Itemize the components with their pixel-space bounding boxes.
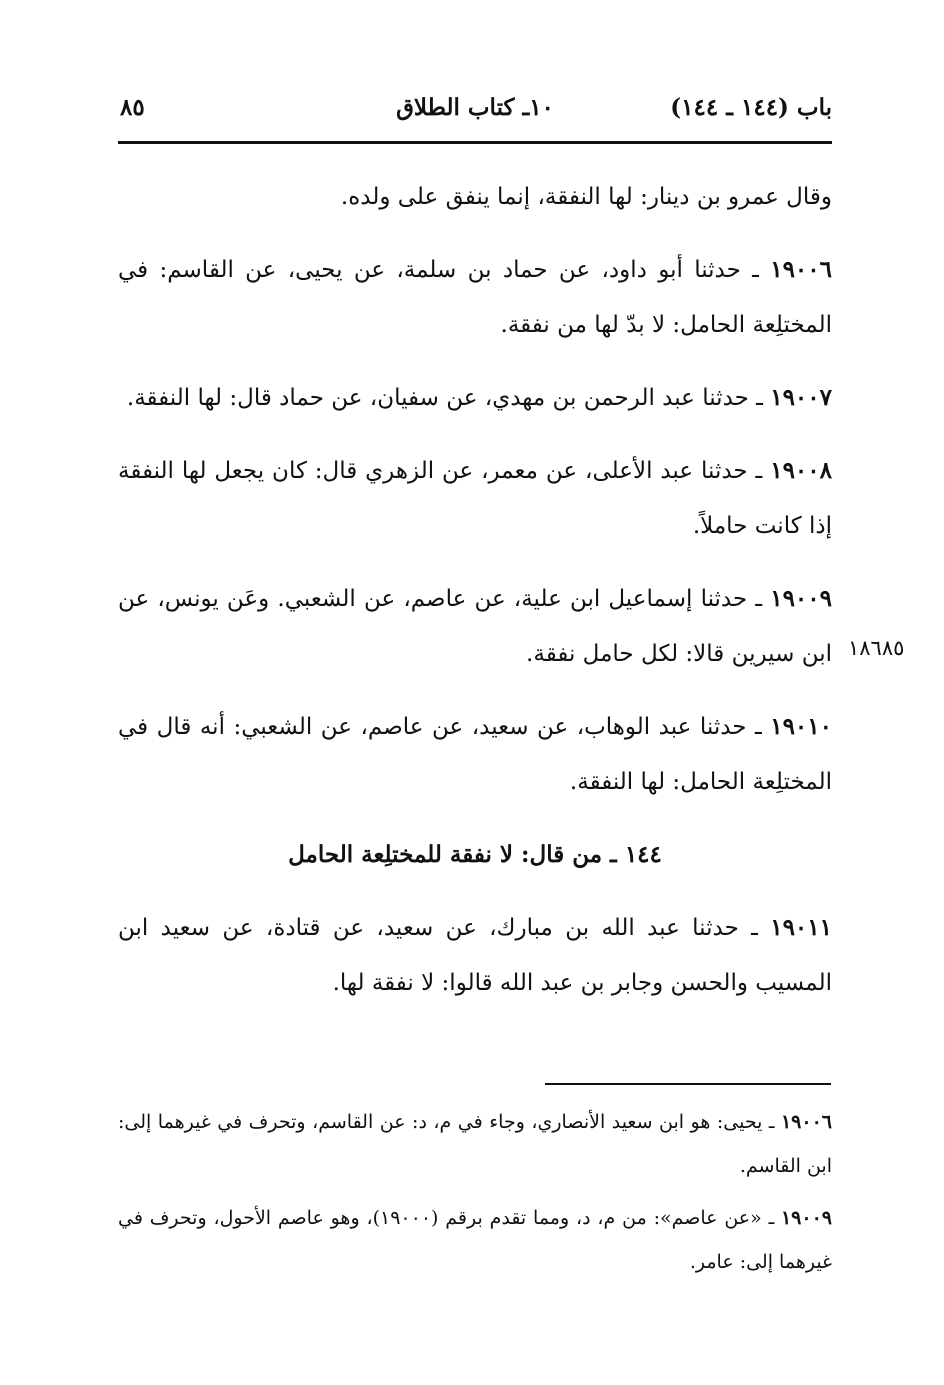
hadith-19007 bbox=[118, 370, 832, 426]
footnote-19009 bbox=[118, 1196, 832, 1284]
hadith-19011 bbox=[118, 900, 832, 1011]
hadith-number: ١٩٠٠٨ bbox=[770, 457, 832, 484]
hadith-text: ـ حدثنا عبد الأعلى، عن معمر، عن الزهري قال: كان يجعل لها النفقة إذا كانت حاملاً. bbox=[118, 458, 832, 539]
hadith-number: ١٩٠١١ bbox=[770, 914, 832, 941]
hadith-number: ١٩٠١٠ bbox=[770, 713, 832, 740]
running-header bbox=[118, 90, 832, 130]
footnote-separator bbox=[545, 1083, 831, 1085]
footnote-19006 bbox=[118, 1100, 832, 1188]
page-number: ٨٥ bbox=[120, 94, 145, 121]
hadith-number: ١٩٠٠٧ bbox=[770, 384, 832, 411]
hadith-number: ١٩٠٠٩ bbox=[770, 585, 832, 612]
header-chapter: باب (١٤٤ ـ ١٤٤) bbox=[670, 94, 832, 121]
hadith-text: ـ حدثنا عبد الوهاب، عن سعيد، عن عاصم، عن الشعبي: أنه قال في المختلِعة الحامل: لها النفقة. bbox=[118, 714, 832, 795]
section-heading: ١٤٤ ـ من قال: لا نفقة للمختلِعة الحامل bbox=[288, 841, 662, 868]
intro-paragraph: وقال عمرو بن دينار: لها النفقة، إنما ينفق على ولده. bbox=[340, 184, 832, 210]
hadith-19010 bbox=[118, 699, 832, 810]
hadith-text: ـ حدثنا عبد الله بن مبارك، عن سعيد، عن قتادة، عن سعيد ابن المسيب والحسن وجابر بن عبد الله قالوا: لا نفقة لها. bbox=[118, 915, 832, 996]
hadith-19008 bbox=[118, 443, 832, 554]
footnote-number: ١٩٠٠٩ bbox=[780, 1207, 832, 1229]
hadith-number: ١٩٠٠٦ bbox=[770, 256, 832, 283]
hadith-19006 bbox=[118, 242, 832, 353]
header-rule bbox=[118, 141, 832, 144]
hadith-text: ـ حدثنا إسماعيل ابن علية، عن عاصم، عن الشعبي. وعَن يونس، عن ابن سيرين قالا: لكل حامل نفقة. bbox=[118, 586, 832, 667]
margin-reference-number: ١٨٦٨٥ bbox=[848, 636, 905, 660]
footnote-text: ـ يحيى: هو ابن سعيد الأنصاري، وجاء في م، د: عن القاسم، وتحرف في غيرهما إلى: ابن القاسم. bbox=[118, 1111, 832, 1177]
footnote-text: ـ «عن عاصم»: من م، د، ومما تقدم برقم (١٩٠٠٠)، وهو عاصم الأحول، وتحرف في غيرهما إلى: عامر. bbox=[118, 1207, 832, 1273]
hadith-text: ـ حدثنا أبو داود، عن حماد بن سلمة، عن يحيى، عن القاسم: في المختلِعة الحامل: لا بدّ لها من نفقة. bbox=[118, 257, 832, 338]
footnote-number: ١٩٠٠٦ bbox=[780, 1111, 832, 1133]
footnotes bbox=[118, 1100, 832, 1292]
header-book-title: ١٠ـ كتاب الطلاق bbox=[396, 94, 554, 121]
main-text bbox=[118, 170, 832, 1028]
hadith-19009 bbox=[118, 571, 832, 682]
hadith-text: ـ حدثنا عبد الرحمن بن مهدي، عن سفيان، عن حماد قال: لها النفقة. bbox=[126, 385, 771, 411]
